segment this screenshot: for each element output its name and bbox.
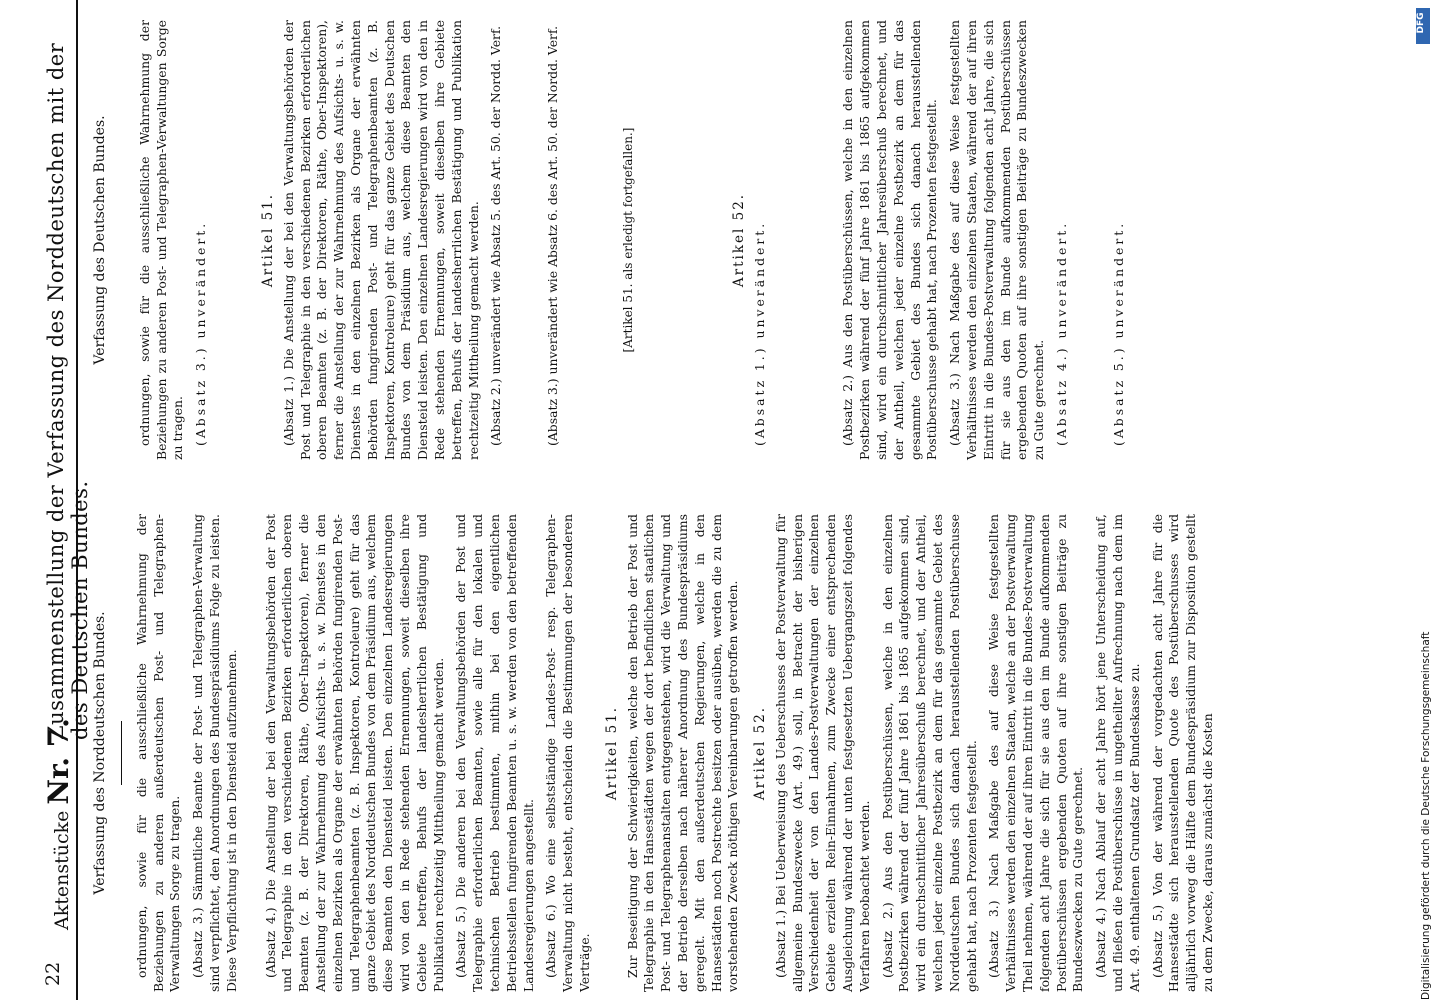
article-heading: Artikel 52.	[730, 192, 747, 288]
paragraph: (Absatz 1.) Die Anstellung der bei den Verwaltungsbehörden der Post und Telegraphie in den verschiedenen Bezirken erforderlichen oberen Beamten (z. B. der Direktoren, Räthe, Ober-Inspektoren), ferner die Anstellung der zur Wahrnehmung des Aufsichts- u. s. w. Dienstes in den einzelnen Bezirken als Organe der erwähnten Behörden fungirenden Post- und Telegraphenbeamten (z. B. Inspektoren, Kontroleure) geht für das ganze Gebiet des Deutschen Bundes von dem Präsidium aus, welchem diese Beamten den Diensteid leisten. Den einzelnen Landesregierungen wird von den in Rede stehenden Ernennungen, soweit dieselben ihre Gebiete betreffen, Behufs der landesherrlichen Bestätigung und Publikation rechtzeitig Mittheilung gemacht werden.	[280, 20, 481, 460]
paragraph: (Absatz 3.) unverändert.	[193, 220, 209, 446]
right-column	[92, 20, 1133, 460]
paragraph: (Absatz 3.) unverändert wie Absatz 6. des Art. 50. der Nordd. Verf.	[545, 25, 561, 446]
paragraph: (Absatz 2.) Aus den Postüberschüssen, welche in den einzelnen Postbezirken während der fünf Jahre 1861 bis 1865 aufgekommen sind, wird ein durchschnittlicher Jahresüberschuß berechnet, und der Antheil, welchen jeder einzelne Postbezirk an dem für das gesammte Gebiet des Norddeutschen Bundes sich danach herausstellenden Postüberschusse gehabt hat, nach Prozenten festgestellt.	[879, 514, 979, 992]
left-column-title: Verfassung des Norddeutschen Bundes.	[92, 611, 108, 895]
paragraph: (Absatz 4.) unverändert.	[1053, 220, 1069, 446]
paragraph: (Absatz 1.) Bei Ueberweisung des Ueberschusses der Postverwaltung für allgemeine Bundeszwecke (Art. 49.) soll, in Betracht der bisherigen Verschiedenheit der von den Landes-Postverwaltungen der einzelnen Gebiete erzielten Rein-Einnahmen, zum Zwecke einer entsprechenden Ausgleichung während der unten festgesetzten Uebergangszeit folgendes Verfahren beobachtet werden.	[772, 514, 872, 992]
header-prefix-text: Aktenstücke	[51, 810, 73, 930]
divider	[121, 721, 122, 785]
article-heading: Artikel 51.	[603, 705, 620, 801]
paragraph: Zur Beseitigung der Schwierigkeiten, welche den Betrieb der Post und Telegraphie in den Hansestädten wegen der dort befindlichen staatlichen Post- und Telegraphenanstalten entgegenstehen, wird die Verwaltung und der Betrieb derselben nach näherer Anordnung des Bundespräsidiums geregelt. Mit den außerdeutschen Regierungen, welche in den Hansestädten noch Postrechte besitzen oder ausüben, werden die zu dem vorstehenden Zweck nöthigen Vereinbarungen getroffen werden.	[624, 514, 741, 992]
right-column-title: Verfassung des Deutschen Bundes.	[92, 115, 108, 365]
paragraph: (Absatz 3.) Sämmtliche Beamte der Post- und Telegraphen-Verwaltung sind verpflichtet, den Anordnungen des Bundespräsidiums Folge zu leisten. Diese Verpflichtung ist in den Diensteid aufzunehmen.	[190, 514, 239, 992]
paragraph: (Absatz 2.) unverändert wie Absatz 5. des Art. 50. der Nordd. Verf.	[488, 25, 504, 446]
paragraph: (Absatz 5.) Von der während der vorgedachten acht Jahre für die Hansestädte sich herausstellenden Quote des Postüberschusses wird alljährlich vorweg die Hälfte dem Bundespräsidium zur Disposition gestellt zu dem Zwecke, daraus zunächst die Kosten	[1149, 514, 1216, 992]
paragraph: (Absatz 4.) Die Anstellung der bei den Verwaltungsbehörden der Post und Telegraphie in den verschiedenen Bezirken erforderlichen oberen Beamten (z. B. der Direktoren, Räthe, Ober-Inspektoren), ferner die Anstellung der zur Wahrnehmung des Aufsichts- u. s. w. Dienstes in den einzelnen Bezirken als Organe der erwähnten Behörden fungirenden Post- und Telegraphenbeamten (z. B. Inspektoren, Kontroleure) geht für das ganze Gebiet des Norddeutschen Bundes von dem Präsidium aus, welchem diese Beamten den Diensteid leisten. Den einzelnen Landesregierungen wird von den in Rede stehenden Ernennungen, soweit dieselben ihre Gebiete betreffen, Behufs der landesherrlichen Bestätigung und Publikation rechtzeitig Mittheilung gemacht werden.	[262, 514, 446, 992]
header-prefix	[42, 718, 75, 930]
paragraph: (Absatz 4.) Nach Ablauf der acht Jahre hört jene Unterscheidung auf, und fließen die Postüberschüsse in ungetheilter Aufrechnung nach dem im Art. 49. enthaltenen Grundsatz der Bundeskasse zu.	[1093, 514, 1142, 992]
paragraph: (Absatz 2.) Aus den Postüberschüssen, welche in den einzelnen Postbezirken während der fünf Jahre 1861 bis 1865 aufgekommen sind, wird ein durchschnittlicher Jahresüberschuß berechnet, und der Antheil, welchen jeder einzelne Postbezirk an dem für das gesammte Gebiet des Bundes sich danach herausstellenden Postüberschusse gehabt hat, nach Prozenten festgestellt.	[840, 20, 940, 460]
article-heading: Artikel 51.	[259, 192, 276, 288]
paragraph: (Absatz 3.) Nach Maßgabe des auf diese Weise festgestellten Verhältnisses werden den einzelnen Staaten, welche an der Postverwaltung Theil nehmen, während der auf ihren Eintritt in die Bundes-Postverwaltung folgenden acht Jahre die sich für sie aus den im Bunde aufkommenden Postüberschüssen ergebenden Quoten auf ihre sonstigen Beiträge zu Bundeszwecken zu Gute gerechnet.	[986, 514, 1086, 992]
paragraph: ordnungen, sowie für die ausschließliche Wahrnehmung der Beziehungen zu anderen außerdeutschen Post- und Telegraphen-Verwaltungen Sorge zu tragen.	[133, 514, 183, 992]
page-number: 22	[42, 961, 64, 986]
page-title: Zusammenstellung der Verfassung des Norddeutschen mit der des Deutschen Bundes.	[44, 42, 92, 740]
funding-note: Digitalisierung gefördert durch die Deutsche Forschungsgemeinschaft	[1420, 631, 1432, 1000]
left-column	[92, 514, 1223, 992]
article-heading: Artikel 52.	[752, 705, 769, 801]
dfg-logo	[1416, 8, 1430, 44]
paragraph: ordnungen, sowie für die ausschließliche Wahrnehmung der Beziehungen zu anderen Post- und Telegraphen-Verwaltungen Sorge zu tragen.	[136, 20, 186, 460]
paragraph: (Absatz 5.) Die anderen bei den Verwaltungsbehörden der Post und Telegraphie erforderlichen Beamten, sowie alle für den lokalen und technischen Betrieb bestimmten, mithin bei den eigentlichen Betriebsstellen fungirenden Beamten u. s. w. werden von den betreffenden Landesregierungen angestellt.	[453, 514, 536, 992]
paragraph: (Absatz 5.) unverändert.	[1110, 220, 1126, 446]
dfg-logo-text: DFG	[1416, 12, 1426, 34]
document-number: Nr. 7.	[42, 718, 75, 805]
editorial-note: [Artikel 51. als erledigt fortgefallen.]	[620, 127, 635, 353]
paragraph: (Absatz 3.) Nach Maßgabe des auf diese Weise festgestellten Verhältnisses werden den einzelnen Staaten, während der auf ihren Eintritt in die Bundes-Postverwaltung folgenden acht Jahre, die sich für sie aus den im Bunde aufkommenden Postüberschüssen ergebenden Quoten auf ihre sonstigen Beiträge zu Bundeszwecken zu Gute gerechnet.	[947, 20, 1047, 460]
paragraph: (Absatz 1.) unverändert.	[751, 220, 767, 446]
paragraph: (Absatz 6.) Wo eine selbstständige Landes-Post- resp. Telegraphen-Verwaltung nicht besteht, entscheiden die Bestimmungen der besonderen Verträge.	[543, 514, 592, 992]
page-header	[36, 0, 92, 1000]
